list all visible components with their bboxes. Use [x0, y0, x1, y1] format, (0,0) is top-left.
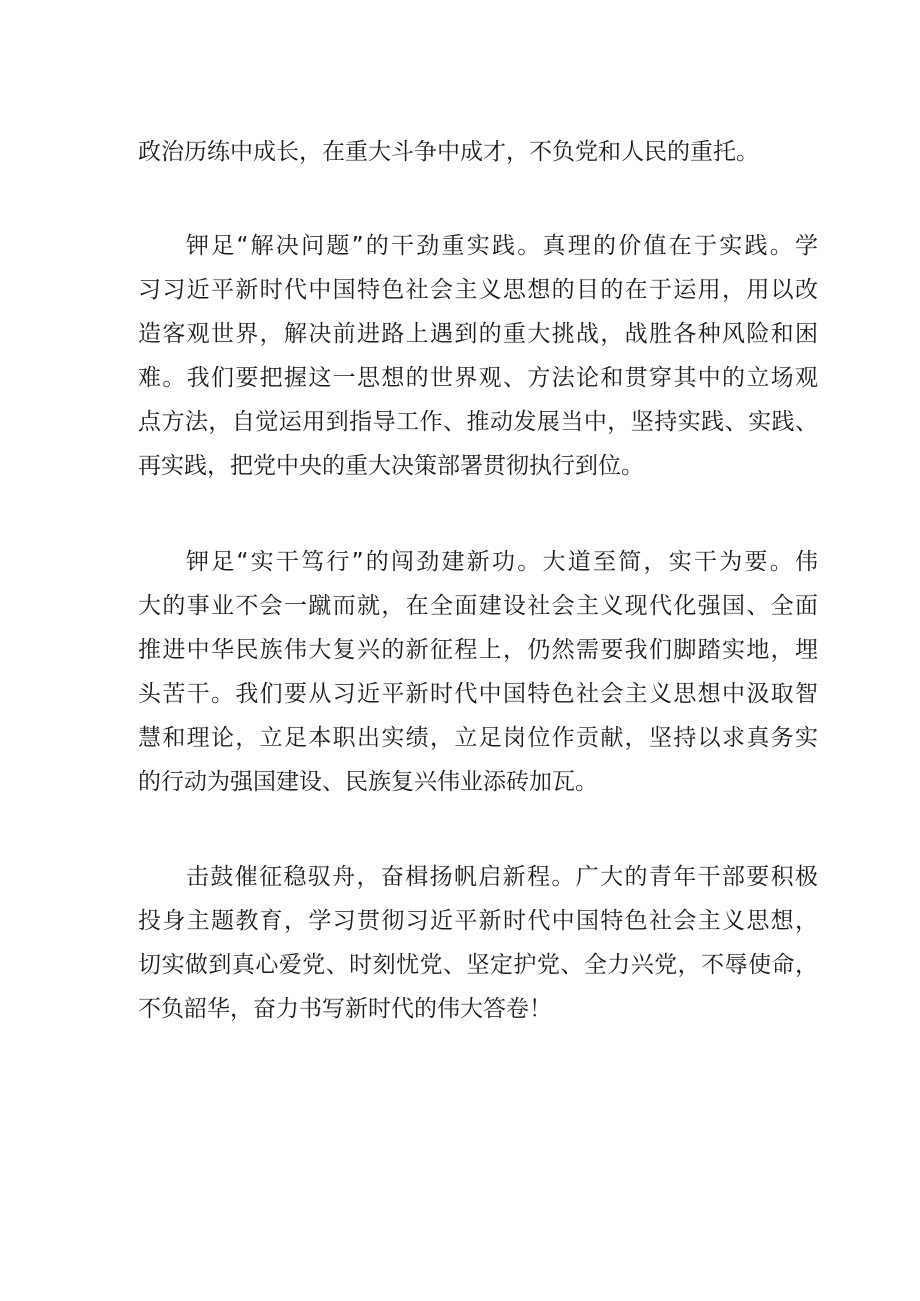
paragraph-1-line-4: 点方法，自觉运用到指导工作、推动发展当中，坚持实践、实践、	[138, 409, 818, 435]
paragraph-3-line-1: 投身主题教育，学习贯彻习近平新时代中国特色社会主义思想，	[138, 908, 818, 934]
paragraph-1-line-2: 造客观世界，解决前进路上遇到的重大挑战，战胜各种风险和困	[138, 321, 818, 347]
paragraph-2-line-3: 头苦干。我们要从习近平新时代中国特色社会主义思想中汲取智	[138, 681, 818, 707]
paragraph-0-line-0: 政治历练中成长，在重大斗争中成才，不负党和人民的重托。	[138, 139, 759, 165]
paragraph-2-line-0: 钾足“实干笃行”的闯劲建新功。大道至简，实干为要。伟	[186, 549, 818, 575]
paragraph-3-line-2: 切实做到真心爱党、时刻忧党、坚定护党、全力兴党，不辱使命，	[138, 952, 818, 978]
paragraph-2-line-4: 慧和理论，立足本职出实绩，立足岗位作贡献，坚持以求真务实	[138, 725, 818, 751]
paragraph-3-line-0: 击鼓催征稳驭舟，奋楫扬帆启新程。广大的青年干部要积极	[186, 864, 818, 890]
paragraph-2-line-5: 的行动为强国建设、民族复兴伟业添砖加瓦。	[138, 769, 598, 795]
paragraph-1-line-0: 钾足“解决问题”的干劲重实践。真理的价值在于实践。学	[186, 233, 818, 259]
paragraph-3-line-3: 不负韶华，奋力书写新时代的伟大答卷！	[138, 996, 552, 1022]
paragraph-2-line-1: 大的事业不会一蹴而就，在全面建设社会主义现代化强国、全面	[138, 593, 818, 619]
paragraph-1-line-5: 再实践，把党中央的重大决策部署贯彻执行到位。	[138, 453, 644, 479]
paragraph-1-line-1: 习习近平新时代中国特色社会主义思想的目的在于运用，用以改	[138, 277, 818, 303]
paragraph-1-line-3: 难。我们要把握这一思想的世界观、方法论和贯穿其中的立场观	[138, 365, 818, 391]
paragraph-2-line-2: 推进中华民族伟大复兴的新征程上，仍然需要我们脚踏实地，埋	[138, 637, 818, 663]
